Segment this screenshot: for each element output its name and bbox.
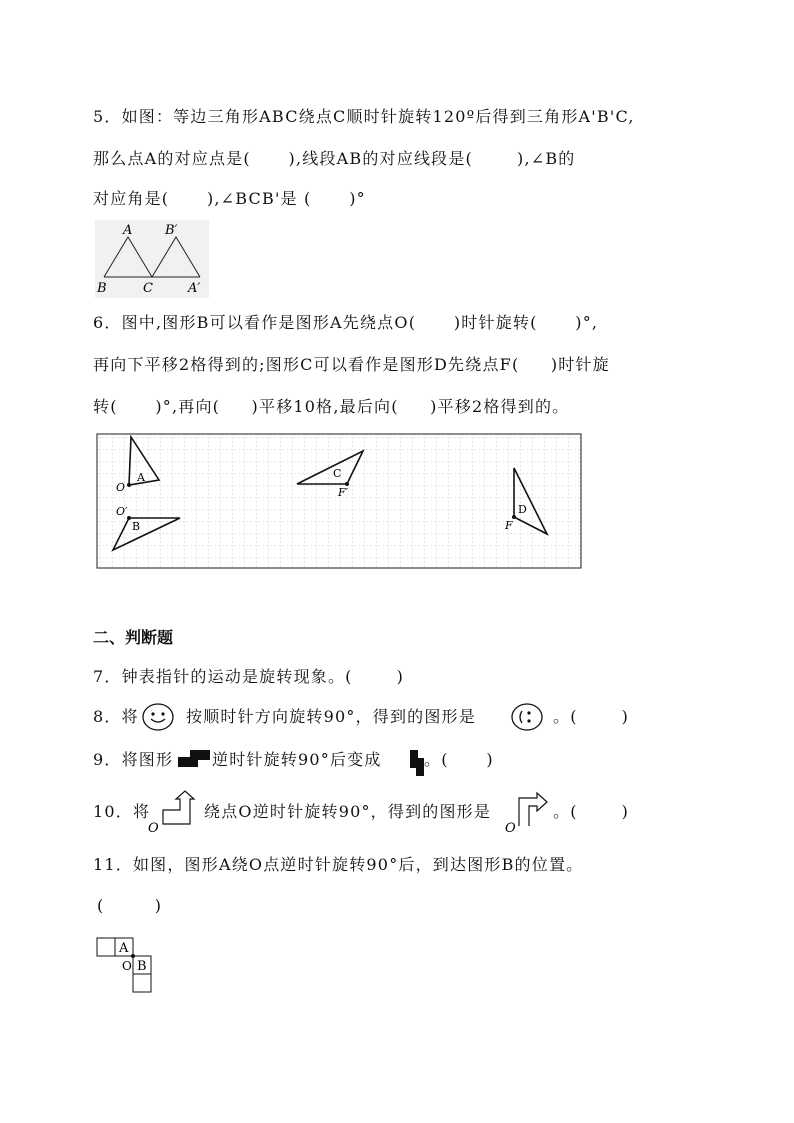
q5-label-b: B	[97, 281, 107, 296]
q5-label-b-prime: B′	[165, 223, 178, 238]
triangle-a-label: A	[137, 471, 145, 484]
q5-line-3: 对应角是( ),∠BCB'是 ( )°	[93, 189, 366, 208]
q11-label-b: B	[137, 959, 147, 974]
point-o-label: O	[116, 481, 126, 494]
q11-label-a: A	[119, 941, 129, 956]
q10-o1: O	[148, 821, 159, 834]
q10-pre: 10．将	[93, 802, 151, 821]
q11-squares-figure	[96, 937, 158, 997]
q5-line-2: 那么点A的对应点是( ),线段AB的对应线段是( ),∠B的	[93, 149, 576, 168]
q6-grid-figure	[96, 433, 583, 570]
q9-mid: 逆时针旋转90°后变成	[212, 750, 382, 769]
rotated-smiley-icon	[509, 701, 545, 733]
rotated-arrow-shape-icon	[505, 790, 555, 834]
q5-line-1: 5．如图：等边三角形ABC绕点C顺时针旋转120º后得到三角形A'B'C,	[93, 107, 635, 126]
q9-pre: 9．将图形	[93, 750, 174, 769]
triangle-d-label: D	[518, 503, 527, 516]
q8-post: 。( )	[553, 707, 630, 726]
q11-label-o: O	[122, 959, 132, 973]
q10-mid: 绕点O逆时针旋转90°，得到的图形是	[204, 802, 492, 821]
q5-label-a: A	[123, 223, 133, 238]
q11-line-1: 11．如图，图形A绕O点逆时针旋转90°后，到达图形B的位置。	[93, 855, 584, 874]
q6-line-3: 转( )°,再向( )平移10格,最后向( )平移2格得到的。	[93, 397, 570, 416]
section-title: 二、判断题	[93, 628, 174, 647]
q5-label-a-prime: A′	[188, 281, 201, 296]
q10-post: 。( )	[553, 802, 630, 821]
point-o-prime-label: O′	[116, 505, 128, 518]
q9-post: 。( )	[424, 750, 494, 769]
q8-mid: 按顺时针方向旋转90°，得到的图形是	[186, 707, 476, 726]
triangle-b-label: B	[132, 520, 141, 533]
point-f-label: F	[505, 519, 513, 532]
q5-label-c: C	[143, 281, 153, 296]
q8-pre: 8．将	[93, 707, 139, 726]
q10-o2: O	[505, 821, 516, 834]
q6-line-2: 再向下平移2格得到的;图形C可以看作是图形D先绕点F( )时针旋	[93, 355, 610, 374]
q6-line-1: 6．图中,图形B可以看作是图形A先绕点O( )时针旋转( )°,	[93, 313, 599, 332]
arrow-shape-icon	[148, 790, 204, 834]
triangle-c-label: C	[333, 467, 342, 480]
q11-line-2: ( )	[97, 896, 163, 915]
smiley-icon	[140, 701, 176, 733]
point-f-prime-label: F′	[338, 486, 349, 499]
q7-text: 7．钟表指针的运动是旋转现象。( )	[93, 667, 405, 686]
z-shape-icon	[178, 750, 212, 768]
q5-triangles-figure	[95, 220, 209, 298]
